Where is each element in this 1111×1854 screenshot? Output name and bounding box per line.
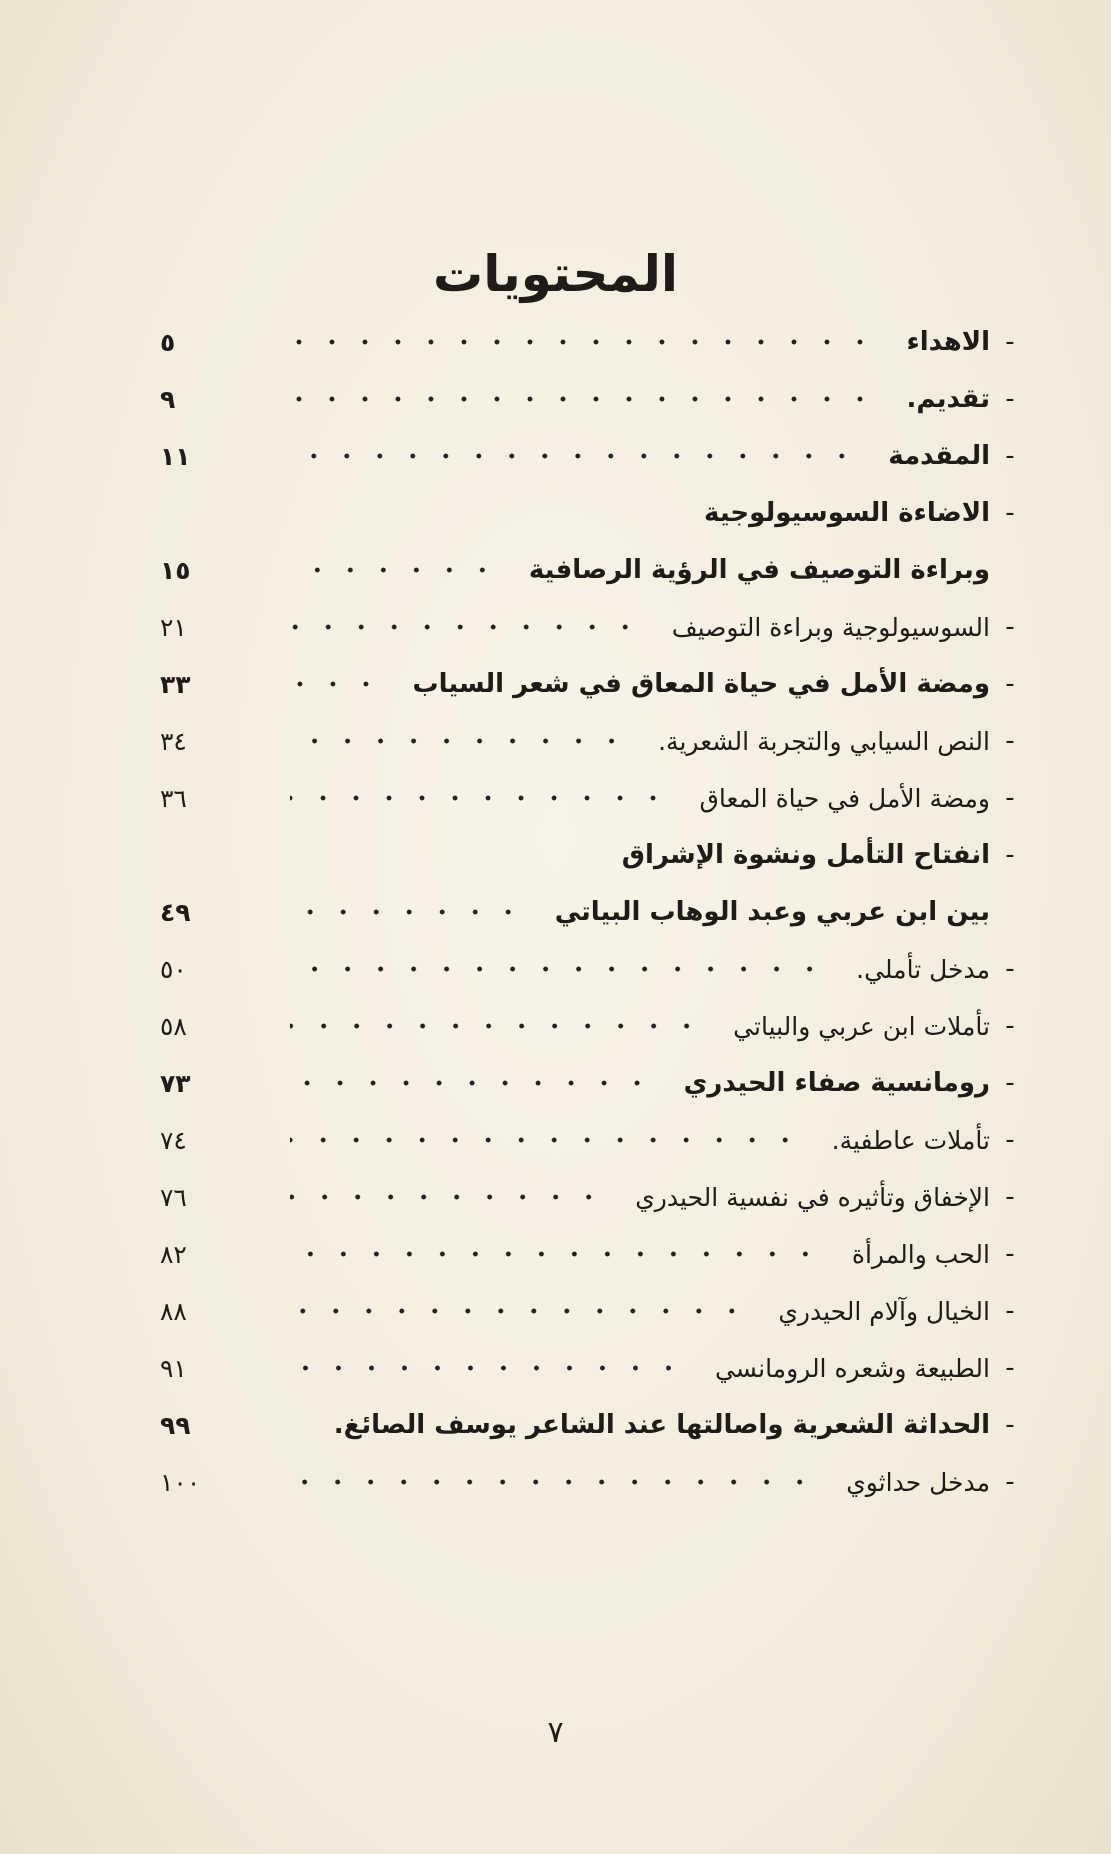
toc-entry	[160, 1346, 1030, 1390]
entry-title: الاضاءة السوسيولوجية	[704, 498, 990, 528]
entry-dash: -	[1005, 954, 1015, 984]
entry-page-number: ٨٨	[160, 1296, 187, 1326]
toc-entry	[160, 1403, 1030, 1447]
entry-title: الحب والمرأة	[851, 1239, 990, 1269]
entry-page-number: ٧٤	[160, 1125, 187, 1155]
dot-leader	[290, 1307, 748, 1315]
toc-entry	[160, 605, 1030, 649]
entry-dash: -	[1005, 840, 1015, 870]
entry-page-number: ١٠٠	[160, 1467, 201, 1497]
toc-entry	[160, 1289, 1030, 1333]
entry-title: الطبيعة وشعره الرومانسي	[714, 1353, 990, 1383]
toc-entry	[160, 548, 1030, 592]
entry-page-number: ٣٣	[160, 669, 191, 699]
dot-leader	[290, 680, 382, 688]
page-title: المحتويات	[432, 245, 679, 303]
entry-title: بين ابن عربي وعبد الوهاب البياتي	[554, 897, 990, 927]
entry-page-number: ٣٦	[160, 783, 187, 813]
entry-title: تأملات ابن عربي والبياتي	[733, 1011, 990, 1041]
entry-page-number: ٧٦	[160, 1182, 187, 1212]
page-number: ٧	[547, 1715, 564, 1750]
entry-page-number: ٩٩	[160, 1410, 191, 1440]
entry-title: النص السيابي والتجربة الشعرية.	[658, 726, 990, 756]
dot-leader	[290, 1421, 304, 1429]
entry-dash: -	[1005, 498, 1015, 528]
entry-title: تقديم.	[906, 384, 990, 414]
dot-leader	[290, 509, 674, 517]
entry-dash: -	[1005, 384, 1015, 414]
entry-title: وبراءة التوصيف في الرؤية الرصافية	[528, 555, 990, 585]
entry-title: الاهداء	[906, 327, 990, 357]
dot-leader	[290, 737, 628, 745]
entry-page-number: ٤٩	[160, 897, 191, 927]
dot-leader	[290, 395, 876, 403]
toc-entry	[160, 1175, 1030, 1219]
dot-leader	[290, 338, 876, 346]
entry-page-number: ٧٣	[160, 1068, 191, 1098]
entry-title: رومانسية صفاء الحيدري	[683, 1068, 990, 1098]
entry-page-number: ٥٠	[160, 954, 187, 984]
dot-leader	[290, 794, 670, 802]
entry-dash: -	[1005, 1410, 1015, 1440]
dot-leader	[290, 452, 858, 460]
toc-entry	[160, 662, 1030, 706]
entry-page-number: ٥٨	[160, 1011, 187, 1041]
dot-leader	[290, 1136, 802, 1144]
dot-leader	[290, 1478, 816, 1486]
entry-page-number: ٥	[160, 327, 176, 357]
dot-leader	[290, 1079, 654, 1087]
entry-dash: -	[1005, 726, 1015, 756]
toc-entry	[160, 833, 1030, 877]
entry-dash: -	[1005, 669, 1015, 699]
dot-leader	[290, 1022, 703, 1030]
entry-page-number: ٩	[160, 384, 176, 414]
dot-leader	[290, 566, 499, 574]
entry-page-number: ١١	[160, 441, 191, 471]
entry-dash: -	[1005, 1239, 1015, 1269]
entry-dash: -	[1005, 441, 1015, 471]
entry-dash: -	[1005, 1182, 1015, 1212]
toc-entry	[160, 1004, 1030, 1048]
dot-leader	[290, 1250, 822, 1258]
entry-title: مدخل تأملي.	[856, 954, 990, 984]
dot-leader	[290, 1193, 605, 1201]
entry-dash: -	[1005, 327, 1015, 357]
toc-entry	[160, 491, 1030, 535]
toc-entry	[160, 890, 1030, 934]
toc-entry	[160, 434, 1030, 478]
dot-leader	[290, 965, 826, 973]
toc-entry	[160, 776, 1030, 820]
dot-leader	[290, 1364, 685, 1372]
entry-page-number: ٨٢	[160, 1239, 187, 1269]
dot-leader	[290, 908, 525, 916]
entry-dash: -	[1005, 1467, 1015, 1497]
entry-title: الحداثة الشعرية واصالتها عند الشاعر يوسف الصائغ.	[333, 1410, 990, 1440]
entry-dash: -	[1005, 1296, 1015, 1326]
entry-title: الخيال وآلام الحيدري	[778, 1296, 990, 1326]
entry-title: انفتاح التأمل ونشوة الإشراق	[621, 840, 990, 870]
toc-entry	[160, 377, 1030, 421]
entry-page-number: ٢١	[160, 612, 187, 642]
entry-dash: -	[1005, 1125, 1015, 1155]
entry-dash: -	[1005, 783, 1015, 813]
entry-page-number: ١٥	[160, 555, 191, 585]
toc-entry	[160, 719, 1030, 763]
entry-dash: -	[1005, 1011, 1015, 1041]
toc-entry	[160, 320, 1030, 364]
toc-entry	[160, 1061, 1030, 1105]
entry-title: المقدمة	[888, 441, 990, 471]
entry-title: ومضة الأمل في حياة المعاق في شعر السياب	[412, 669, 990, 699]
entry-title: مدخل حداثوي	[846, 1467, 990, 1497]
entry-page-number: ٩١	[160, 1353, 187, 1383]
toc-entry	[160, 1232, 1030, 1276]
entry-page-number: ٣٤	[160, 726, 187, 756]
entry-title: السوسيولوجية وبراءة التوصيف	[671, 612, 990, 642]
entry-dash: -	[1005, 612, 1015, 642]
dot-leader	[290, 851, 592, 859]
toc-entry	[160, 1460, 1030, 1504]
toc-entry	[160, 947, 1030, 991]
entry-title: ومضة الأمل في حياة المعاق	[699, 783, 990, 813]
entry-title: تأملات عاطفية.	[831, 1125, 990, 1155]
entry-dash: -	[1005, 1068, 1015, 1098]
toc-entry	[160, 1118, 1030, 1162]
entry-title: الإخفاق وتأثيره في نفسية الحيدري	[635, 1182, 990, 1212]
entry-dash: -	[1005, 1353, 1015, 1383]
dot-leader	[290, 623, 642, 631]
